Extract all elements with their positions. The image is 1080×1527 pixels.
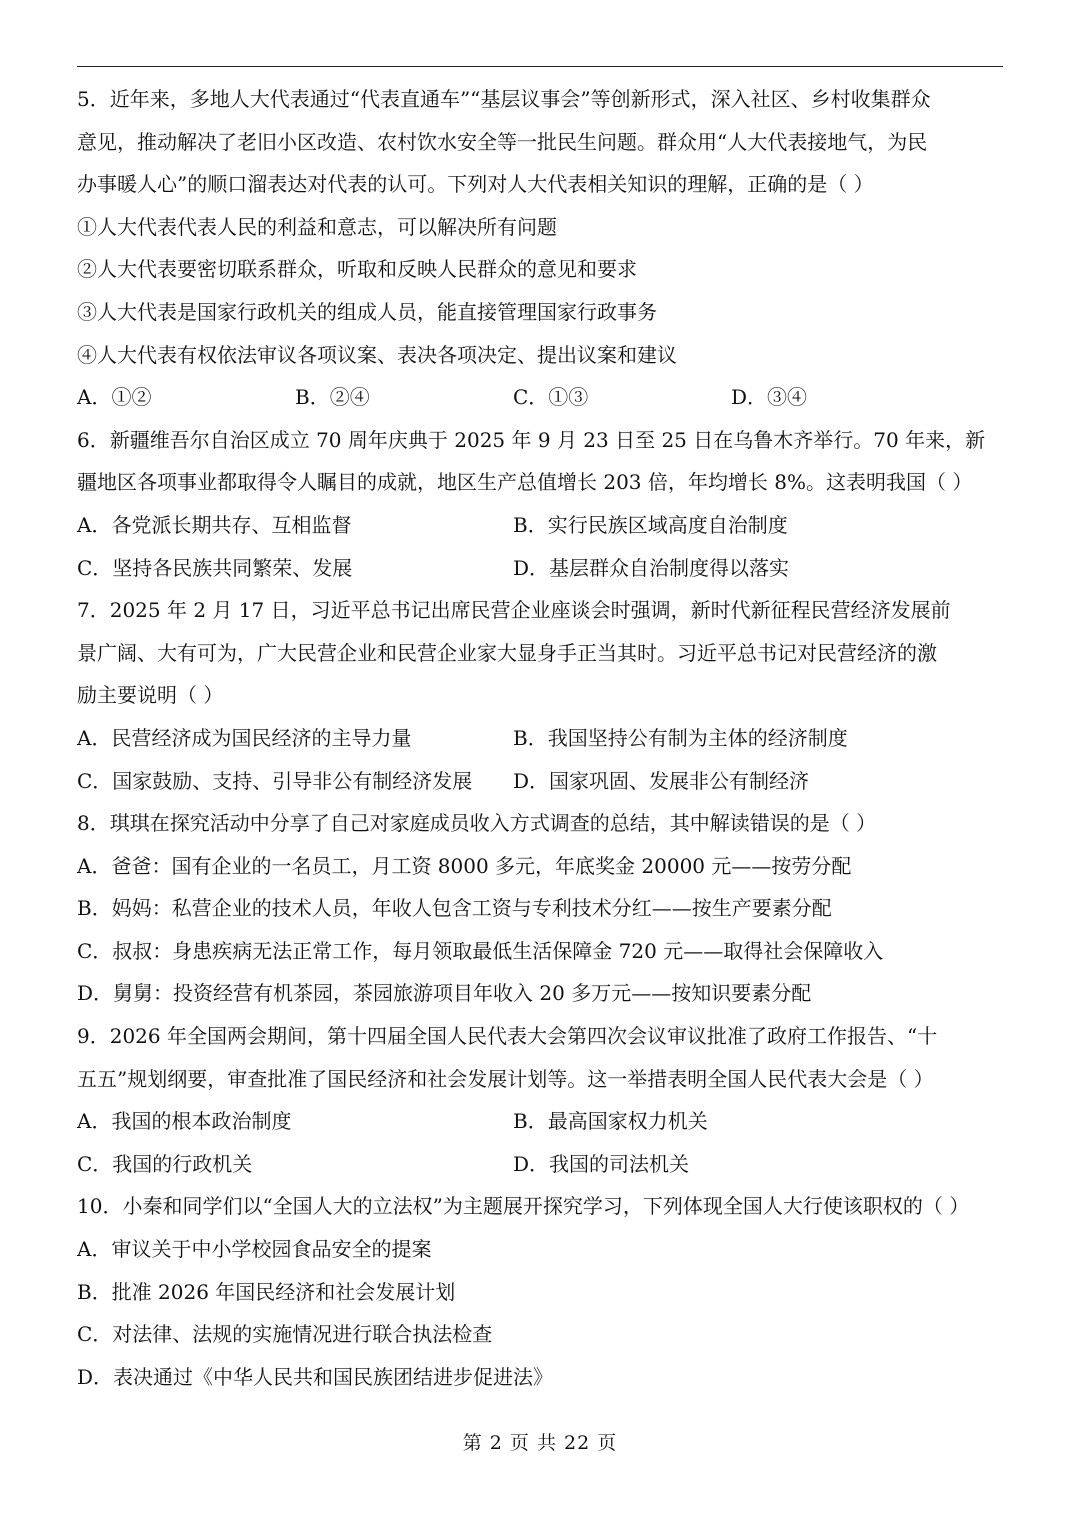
option-c: C．我国的行政机关: [77, 1151, 253, 1176]
option-b: B．妈妈：私营企业的技术人员，年收人包含工资与专利技术分红——按生产要素分配: [77, 896, 832, 921]
option-row: [77, 717, 1007, 760]
option-a: A．①②: [77, 385, 152, 410]
question-stem-line: 7．2025 年 2 月 17 日，习近平总书记出席民营企业座谈会时强调，新时代新征程民营经济发展前: [77, 598, 951, 623]
question-stem-line: 景广阔、大有可为，广大民营企业和民营企业家大显身手正当其时。习近平总书记对民营经济的激: [77, 640, 937, 665]
top-rule: [77, 66, 1003, 67]
option-row: [77, 1143, 1007, 1186]
option-a: A．爸爸：国有企业的一名员工，月工资 8000 多元，年底奖金 20000 元——按劳分配: [77, 853, 852, 878]
option-a: A．我国的根本政治制度: [77, 1109, 292, 1134]
question-stem-line: 五五”规划纲要，审查批准了国民经济和社会发展计划等。这一举措表明全国人民代表大会是（ ）: [77, 1066, 934, 1091]
option-a: A．民营经济成为国民经济的主导力量: [77, 725, 412, 750]
question-stem-line: 10．小秦和同学们以“全国人大的立法权”为主题展开探究学习，下列体现全国人大行使该职权的（ ）: [77, 1194, 970, 1219]
option-row: [77, 376, 1007, 419]
question-stem-line: 9．2026 年全国两会期间，第十四届全国人民代表大会第四次会议审议批准了政府工作报告、“十: [77, 1024, 938, 1049]
question-9: [77, 1015, 1007, 1185]
question-5: [77, 78, 1007, 419]
option-d: D．舅舅：投资经营有机茶园，茶园旅游项目年收入 20 多万元——按知识要素分配: [77, 981, 812, 1006]
option-a: A．各党派长期共存、互相监督: [77, 512, 352, 537]
option-row: [77, 504, 1007, 547]
option-c: C．对法律、法规的实施情况进行联合执法检查: [77, 1322, 493, 1347]
option-d: D．表决通过《中华人民共和国民族团结进步促进法》: [77, 1364, 554, 1389]
statement: ④人大代表有权依法审议各项议案、表决各项决定、提出议案和建议: [77, 342, 677, 367]
statement: ②人大代表要密切联系群众，听取和反映人民群众的意见和要求: [77, 257, 637, 282]
option-row: [77, 547, 1007, 590]
option-b: B．批准 2026 年国民经济和社会发展计划: [77, 1279, 456, 1304]
option-row: [77, 760, 1007, 803]
question-stem-line: 5．近年来，多地人大代表通过“代表直通车”“基层议事会”等创新形式，深入社区、乡村收集群众: [77, 87, 931, 111]
question-stem-line: 办事暖人心”的顺口溜表达对代表的认可。下列对人大代表相关知识的理解，正确的是（ ）: [77, 172, 874, 197]
option-d: D．③④: [731, 385, 808, 410]
question-stem-line: 励主要说明（ ）: [77, 683, 224, 708]
question-stem-line: 6．新疆维吾尔自治区成立 70 周年庆典于 2025 年 9 月 23 日至 25 日在乌鲁木齐举行。70 年来，新: [77, 427, 986, 452]
questions-body: [77, 78, 1007, 1398]
option-a: A．审议关于中小学校园食品安全的提案: [77, 1237, 432, 1262]
option-b: B．实行民族区域高度自治制度: [513, 512, 788, 537]
option-row: [77, 1100, 1007, 1143]
option-d: D．国家巩固、发展非公有制经济: [513, 768, 810, 793]
question-stem-line: 8．琪琪在探究活动中分享了自己对家庭成员收入方式调查的总结，其中解读错误的是（ ）: [77, 811, 877, 836]
question-stem-line: 疆地区各项事业都取得令人瞩目的成就，地区生产总值增长 203 倍，年均增长 8%。这表明我国（ ）: [77, 470, 973, 495]
option-b: B．②④: [295, 385, 370, 410]
option-d: D．基层群众自治制度得以落实: [513, 555, 790, 580]
option-b: B．最高国家权力机关: [513, 1109, 708, 1134]
question-6: [77, 419, 1007, 589]
option-c: C．国家鼓励、支持、引导非公有制经济发展: [77, 768, 473, 793]
question-7: [77, 589, 1007, 802]
question-stem-line: 意见，推动解决了老旧小区改造、农村饮水安全等一批民生问题。群众用“人大代表接地气，为民: [77, 129, 928, 154]
question-10: [77, 1185, 1007, 1398]
option-c: C．叔叔：身患疾病无法正常工作，每月领取最低生活保障金 720 元——取得社会保障收入: [77, 938, 884, 963]
option-c: C．①③: [513, 385, 589, 410]
statement: ③人大代表是国家行政机关的组成人员，能直接管理国家行政事务: [77, 299, 657, 324]
page-footer: 第 2 页 共 22 页: [462, 1432, 618, 1454]
statement: ①人大代表代表人民的利益和意志，可以解决所有问题: [77, 214, 557, 239]
option-b: B．我国坚持公有制为主体的经济制度: [513, 725, 848, 750]
question-8: [77, 802, 1007, 1015]
option-c: C．坚持各民族共同繁荣、发展: [77, 555, 353, 580]
option-d: D．我国的司法机关: [513, 1151, 690, 1176]
